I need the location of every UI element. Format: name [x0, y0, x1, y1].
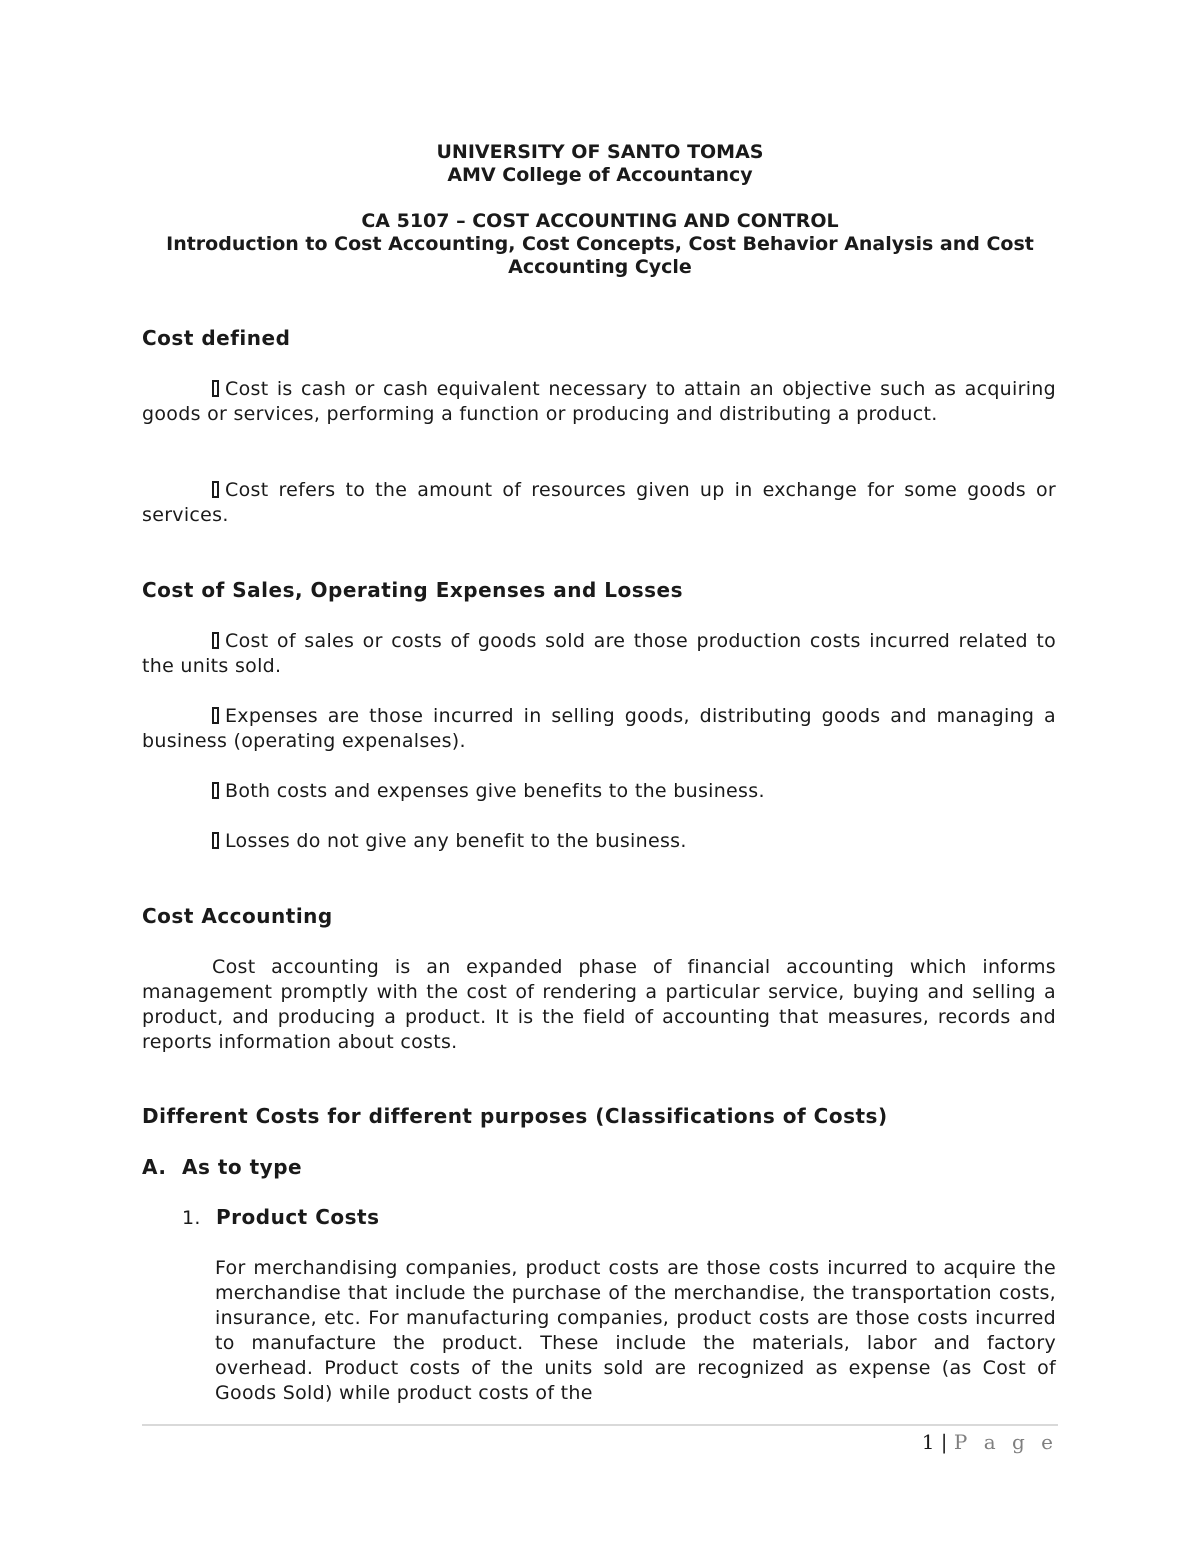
- footer-divider: [142, 1424, 1058, 1426]
- heading-cost-defined: Cost defined: [142, 326, 291, 350]
- topic-line-1: Introduction to Cost Accounting, Cost Concepts, Cost Behavior Analysis and Cost: [166, 233, 1034, 255]
- sub-heading-a-label: A.: [142, 1155, 167, 1179]
- page-number: 1: [921, 1430, 935, 1454]
- page-label: P a g e: [953, 1430, 1058, 1454]
- product-costs-body: For merchandising companies, product costs are those costs incurred to acquire the merchandise that include the purchase of the merchandise, the transportation costs, insurance, etc. For manufacturing companies, product costs are those costs incurred to manufacture the product. These include the materials, labor and factory overhead. Product costs of the units sold are recognized as expense (as Cost of Goods Sold) while product costs of the: [215, 1257, 1056, 1404]
- heading-cost-of-sales: Cost of Sales, Operating Expenses and Losses: [142, 578, 684, 602]
- bullet-icon: [212, 380, 219, 397]
- sub-heading-a-title: As to type: [182, 1155, 303, 1179]
- bullet-icon: [212, 632, 219, 649]
- bullet-paragraph: Expenses are those incurred in selling goods, distributing goods and managing a business (operating expenalses).: [142, 705, 1056, 752]
- page-footer: [922, 1430, 1058, 1454]
- bullet-icon: [212, 481, 219, 498]
- bullet-icon: [212, 832, 219, 849]
- cost-accounting-body: Cost accounting is an expanded phase of financial accounting which informs management promptly with the cost of rendering a particular service, buying and selling a product, and producing a product. It is the field of accounting that measures, records and reports information about costs.: [142, 956, 1056, 1053]
- item-1-title: Product Costs: [216, 1205, 380, 1229]
- item-1-label: 1.: [182, 1207, 201, 1229]
- university-name: UNIVERSITY OF SANTO TOMAS: [436, 141, 764, 163]
- bullet-paragraph: Cost refers to the amount of resources given up in exchange for some goods or services.: [142, 479, 1056, 526]
- bullet-icon: [212, 707, 219, 724]
- topic-line-2: Accounting Cycle: [508, 256, 692, 278]
- bullet-paragraph: Cost of sales or costs of goods sold are those production costs incurred related to the units sold.: [142, 630, 1056, 677]
- heading-classifications: Different Costs for different purposes (Classifications of Costs): [142, 1104, 888, 1128]
- bullet-icon: [212, 782, 219, 799]
- bullet-paragraph: Cost is cash or cash equivalent necessary to attain an objective such as acquiring goods or services, performing a function or producing and distributing a product.: [142, 378, 1056, 425]
- course-title: CA 5107 – COST ACCOUNTING AND CONTROL: [361, 210, 839, 232]
- footer-separator: |: [940, 1430, 948, 1454]
- college-name: AMV College of Accountancy: [447, 164, 753, 186]
- bullet-paragraph: Losses do not give any benefit to the business.: [142, 829, 1056, 854]
- bullet-paragraph: Both costs and expenses give benefits to the business.: [142, 779, 1056, 804]
- heading-cost-accounting: Cost Accounting: [142, 904, 333, 928]
